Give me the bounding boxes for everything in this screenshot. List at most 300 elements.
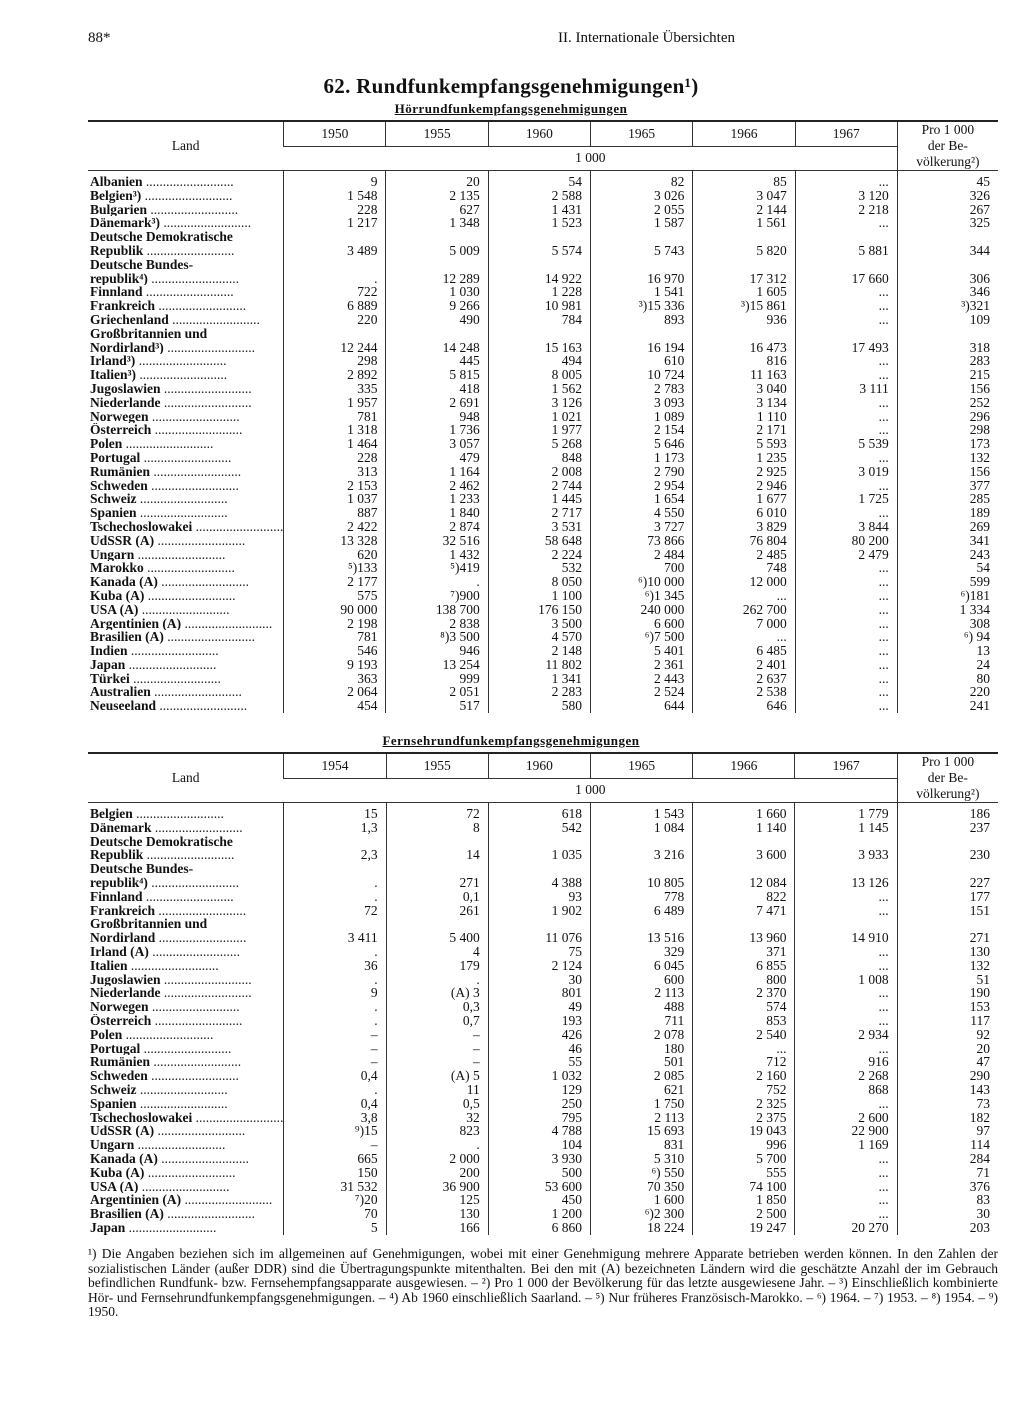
country-name: Deutsche Demokratische (90, 834, 233, 849)
value-cell: 5 820 (693, 244, 795, 258)
value-cell: 12 084 (693, 876, 795, 890)
value-cell: 1 464 (284, 437, 386, 451)
value-cell: 72 (284, 904, 386, 918)
value-cell: ... (795, 423, 897, 437)
country-cell (88, 479, 284, 493)
value-cell: 712 (693, 1055, 795, 1069)
country-name: Tschechoslowakei (90, 519, 193, 534)
table-row (88, 1097, 998, 1111)
value-cell: 1 561 (693, 216, 795, 230)
value-cell: – (386, 1028, 488, 1042)
value-cell: ... (795, 506, 897, 520)
value-cell: 6 889 (284, 299, 386, 313)
leader-dots: .......................... (144, 588, 236, 603)
value-cell: 0,4 (284, 1097, 386, 1111)
country-name: Albanien (90, 174, 143, 189)
country-name: Niederlande (90, 395, 161, 410)
value-cell: 1 750 (591, 1097, 693, 1111)
value-cell: ... (693, 630, 795, 644)
value-cell: 200 (386, 1166, 488, 1180)
value-cell: . (284, 272, 386, 286)
value-cell: 104 (488, 1138, 590, 1152)
value-cell (488, 862, 590, 876)
value-cell: 580 (488, 699, 590, 713)
country-cell (88, 230, 284, 244)
table-row (88, 479, 998, 493)
year-header: 1955 (386, 121, 488, 146)
table-title: 62. Rundfunkempfangsgenehmigungen¹) (323, 74, 699, 98)
value-cell: 3 026 (591, 189, 693, 203)
value-cell: ... (795, 1014, 897, 1028)
leader-dots: .......................... (148, 1000, 240, 1014)
per-capita-cell (897, 230, 998, 244)
value-cell: 180 (591, 1042, 693, 1056)
country-name: Belgien³) (90, 188, 142, 203)
value-cell (284, 258, 386, 272)
country-name: Deutsche Demokratische (90, 230, 233, 244)
leader-dots: .......................... (160, 381, 252, 396)
value-cell (488, 258, 590, 272)
country-name: Großbritannien und (90, 917, 208, 932)
country-name: Indien (90, 644, 128, 658)
table-row (88, 203, 998, 217)
leader-dots: .......................... (157, 575, 250, 589)
value-cell: 150 (284, 1166, 386, 1180)
table-row (88, 368, 998, 382)
table-row (88, 848, 998, 862)
table-row (88, 341, 998, 355)
country-cell (88, 216, 284, 230)
leader-dots: .......................... (136, 1096, 228, 1111)
value-cell: ... (795, 589, 897, 603)
per-capita-cell: 189 (897, 506, 998, 520)
leader-dots: .......................... (192, 1110, 284, 1125)
value-cell: 19 247 (693, 1221, 795, 1235)
value-cell: 3 829 (693, 520, 795, 534)
country-cell (88, 890, 284, 904)
leader-dots: .......................... (160, 986, 252, 1001)
value-cell: 129 (488, 1083, 590, 1097)
value-cell: 2 462 (386, 479, 488, 493)
per-capita-cell: 376 (897, 1180, 998, 1194)
value-cell: 19 043 (693, 1124, 795, 1138)
country-name: Rumänien (90, 1055, 151, 1070)
value-cell (488, 327, 590, 341)
table-row (88, 171, 998, 189)
value-cell: 700 (591, 561, 693, 575)
value-cell (386, 258, 488, 272)
value-cell: ... (693, 589, 795, 603)
value-cell: 1 140 (693, 821, 795, 835)
value-cell: 3 126 (488, 396, 590, 410)
value-cell: ³)15 336 (591, 299, 693, 313)
leader-dots: .......................... (154, 1124, 246, 1139)
country-cell (88, 258, 284, 272)
value-cell: 49 (488, 1000, 590, 1014)
value-cell: 15 (284, 803, 386, 821)
country-cell (88, 451, 284, 465)
country-name: Kanada (A) (90, 575, 158, 589)
country-name: Dänemark³) (90, 216, 161, 231)
value-cell: 46 (488, 1042, 590, 1056)
value-cell: 2 524 (591, 685, 693, 699)
value-cell: 5 815 (386, 368, 488, 382)
leader-dots: .......................... (155, 903, 247, 918)
country-name: Japan (90, 657, 126, 672)
value-cell: 12 000 (693, 575, 795, 589)
value-cell: 936 (693, 313, 795, 327)
value-cell: 1 228 (488, 285, 590, 299)
value-cell: 501 (591, 1055, 693, 1069)
value-cell: 748 (693, 561, 795, 575)
table-row (88, 945, 998, 959)
radio-table-body (88, 171, 998, 714)
table-row (88, 258, 998, 272)
per-capita-cell: 182 (897, 1111, 998, 1125)
value-cell (693, 327, 795, 341)
value-cell (591, 327, 693, 341)
value-cell: 329 (591, 945, 693, 959)
country-name: Kanada (A) (90, 1151, 158, 1166)
value-cell: 3 411 (284, 931, 386, 945)
year-header: 1966 (693, 121, 795, 146)
per-capita-cell: 252 (897, 396, 998, 410)
value-cell: 1 089 (591, 410, 693, 424)
value-cell: 166 (386, 1221, 488, 1235)
value-cell: 5 593 (693, 437, 795, 451)
value-cell: 363 (284, 672, 386, 686)
value-cell: 228 (284, 451, 386, 465)
value-cell: 6 045 (591, 959, 693, 973)
value-cell: 781 (284, 630, 386, 644)
value-cell: 11 802 (488, 658, 590, 672)
value-cell: 555 (693, 1166, 795, 1180)
per-capita-cell (897, 917, 998, 931)
year-header: 1965 (591, 753, 693, 778)
value-cell: 4 788 (488, 1124, 590, 1138)
per-capita-cell: 83 (897, 1193, 998, 1207)
value-cell: 2 874 (386, 520, 488, 534)
value-cell: 55 (488, 1055, 590, 1069)
per-capita-cell: ³)321 (897, 299, 998, 313)
value-cell: ... (795, 630, 897, 644)
country-cell (88, 1152, 284, 1166)
value-cell: 2 055 (591, 203, 693, 217)
value-cell: 6 855 (693, 959, 795, 973)
value-cell: 0,3 (386, 1000, 488, 1014)
value-cell: – (386, 1055, 488, 1069)
leader-dots: .......................... (155, 299, 247, 313)
value-cell: 0,1 (386, 890, 488, 904)
value-cell: 53 600 (488, 1180, 590, 1194)
table-row (88, 986, 998, 1000)
value-cell: 2 375 (693, 1111, 795, 1125)
value-cell: 90 000 (284, 603, 386, 617)
value-cell: 5 743 (591, 244, 693, 258)
value-cell: 4 570 (488, 630, 590, 644)
value-cell: 490 (386, 313, 488, 327)
table-row (88, 1207, 998, 1221)
value-cell (795, 327, 897, 341)
table-row (88, 216, 998, 230)
table-row (88, 835, 998, 849)
table-row (88, 644, 998, 658)
value-cell (284, 327, 386, 341)
table-row (88, 973, 998, 987)
country-cell (88, 520, 284, 534)
country-cell (88, 327, 284, 341)
country-cell (88, 917, 284, 931)
value-cell: 22 900 (795, 1124, 897, 1138)
leader-dots: .......................... (143, 243, 235, 258)
value-cell: 1 850 (693, 1193, 795, 1207)
value-cell: 6 485 (693, 644, 795, 658)
country-name: Norwegen (90, 409, 149, 424)
per-capita-cell (897, 862, 998, 876)
country-cell (88, 548, 284, 562)
value-cell: 8 050 (488, 575, 590, 589)
value-cell: 32 (386, 1111, 488, 1125)
value-cell: 3 040 (693, 382, 795, 396)
country-cell (88, 1138, 284, 1152)
value-cell: 4 388 (488, 876, 590, 890)
leader-dots: .......................... (144, 1165, 236, 1180)
value-cell: 887 (284, 506, 386, 520)
value-cell: 8 (386, 821, 488, 835)
value-cell: 5 009 (386, 244, 488, 258)
tv-licenses-table (88, 752, 998, 1235)
table-row (88, 561, 998, 575)
leader-dots: .......................... (142, 889, 234, 904)
country-cell (88, 1028, 284, 1042)
per-capita-line: der Be- (927, 770, 968, 785)
per-capita-cell: 326 (897, 189, 998, 203)
country-name: republik⁴) (90, 875, 148, 890)
value-cell (693, 917, 795, 931)
table-row (88, 672, 998, 686)
value-cell: ... (795, 1193, 897, 1207)
table-row (88, 548, 998, 562)
value-cell: ... (795, 1000, 897, 1014)
leader-dots: .......................... (168, 312, 260, 327)
country-name: Norwegen (90, 1000, 149, 1014)
value-cell: 9 193 (284, 658, 386, 672)
value-cell: 2 177 (284, 575, 386, 589)
radio-licenses-table (88, 120, 998, 713)
value-cell: . (284, 876, 386, 890)
leader-dots: .......................... (150, 685, 242, 700)
table-row (88, 506, 998, 520)
table-row (88, 575, 998, 589)
value-cell (488, 917, 590, 931)
per-capita-cell: 143 (897, 1083, 998, 1097)
value-cell: 70 350 (591, 1180, 693, 1194)
value-cell: . (386, 973, 488, 987)
per-capita-cell (897, 258, 998, 272)
value-cell: 2 268 (795, 1069, 897, 1083)
leader-dots: .......................... (134, 547, 226, 562)
value-cell (795, 258, 897, 272)
leader-dots: .......................... (156, 699, 248, 714)
value-cell: 76 804 (693, 534, 795, 548)
table-row (88, 1069, 998, 1083)
value-cell: 752 (693, 1083, 795, 1097)
value-cell: . (284, 1000, 386, 1014)
table-row (88, 821, 998, 835)
value-cell: 1 548 (284, 189, 386, 203)
leader-dots: .......................... (143, 848, 235, 863)
leader-dots: .......................... (154, 533, 246, 548)
value-cell: 1 021 (488, 410, 590, 424)
table-row (88, 285, 998, 299)
country-name: Niederlande (90, 986, 161, 1001)
value-cell: 546 (284, 644, 386, 658)
footnotes: ¹) Die Angaben beziehen sich im allgemeinen auf Genehmigungen, wobei mit einer Genehmigung mehrere Apparate betrieben werden können. In den Zahlen der sozialistischen Länder (außer DDR) sind die Übertragungspunkte mitenthalten. Bei den mit (A) bezeichneten Ländern wird die geschätzte Anzahl der im Gebrauch befindlichen Rundfunk- bzw. Fernsehempfangsapparate ausgewiesen. – ²) Pro 1 000 der Bevölkerung für das letzte ausgewiesene Jahr. – ³) Einschließlich kombinierte Hör- und Fernsehrundfunkempfangsgenehmigungen. – ⁴) Ab 1960 einschließlich Saarland. – ⁵) Nur früheres Französisch-Marokko. – ⁶) 1964. – ⁷) 1953. – ⁸) 1954. – ⁹) 1950. (88, 1246, 998, 1319)
value-cell: 2 443 (591, 672, 693, 686)
leader-dots: .......................... (142, 285, 234, 300)
year-header: 1950 (284, 121, 386, 146)
value-cell: ... (795, 479, 897, 493)
leader-dots: .......................... (160, 216, 252, 231)
country-cell (88, 630, 284, 644)
leader-dots: .......................... (151, 1013, 243, 1028)
value-cell: 5 400 (386, 931, 488, 945)
value-cell: – (284, 1138, 386, 1152)
value-cell: 17 493 (795, 341, 897, 355)
value-cell: 532 (488, 561, 590, 575)
country-cell (88, 904, 284, 918)
leader-dots: .......................... (160, 395, 252, 410)
value-cell: 5 268 (488, 437, 590, 451)
value-cell: ... (795, 685, 897, 699)
country-name: Marokko (90, 561, 144, 576)
table-row (88, 244, 998, 258)
leader-dots: .......................... (148, 409, 240, 424)
per-capita-cell: 151 (897, 904, 998, 918)
per-capita-cell: 132 (897, 451, 998, 465)
value-cell: 31 532 (284, 1180, 386, 1194)
country-name: Schweiz (90, 1082, 137, 1097)
value-cell: 13 516 (591, 931, 693, 945)
value-cell: 1 318 (284, 423, 386, 437)
year-header: 1965 (591, 121, 693, 146)
per-capita-line: völkerung²) (916, 154, 980, 169)
value-cell: 1 725 (795, 492, 897, 506)
value-cell: 1 084 (591, 821, 693, 835)
country-cell (88, 1014, 284, 1028)
country-name: Schweden (90, 478, 148, 493)
value-cell: 2 934 (795, 1028, 897, 1042)
per-capita-cell: 296 (897, 410, 998, 424)
value-cell (795, 230, 897, 244)
leader-dots: .......................... (150, 464, 242, 479)
value-cell (591, 230, 693, 244)
value-cell: 2 422 (284, 520, 386, 534)
value-cell: . (284, 1014, 386, 1028)
per-capita-cell: 13 (897, 644, 998, 658)
value-cell: 11 076 (488, 931, 590, 945)
leader-dots: .......................... (138, 1179, 230, 1194)
per-capita-cell: 130 (897, 945, 998, 959)
value-cell: 600 (591, 973, 693, 987)
per-capita-cell: 109 (897, 313, 998, 327)
country-cell (88, 506, 284, 520)
per-capita-header (897, 121, 998, 171)
country-cell (88, 1166, 284, 1180)
value-cell: 74 100 (693, 1180, 795, 1194)
country-name: Schweden (90, 1069, 148, 1083)
leader-dots: .......................... (132, 806, 224, 821)
table-row (88, 904, 998, 918)
value-cell: 575 (284, 589, 386, 603)
value-cell (488, 835, 590, 849)
value-cell: 1 543 (591, 803, 693, 821)
leader-dots: .......................... (136, 1082, 228, 1097)
value-cell: ⁵)133 (284, 561, 386, 575)
value-cell: 36 900 (386, 1180, 488, 1194)
value-cell: – (284, 1028, 386, 1042)
per-capita-cell: 1 334 (897, 603, 998, 617)
country-cell (88, 244, 284, 258)
value-cell: ... (795, 699, 897, 713)
value-cell: 996 (693, 1138, 795, 1152)
value-cell: 1 562 (488, 382, 590, 396)
per-capita-cell: 285 (897, 492, 998, 506)
table-row (88, 589, 998, 603)
value-cell: 868 (795, 1083, 897, 1097)
per-capita-cell: 344 (897, 244, 998, 258)
leader-dots: .......................... (148, 944, 241, 959)
value-cell: ⁶)2 300 (591, 1207, 693, 1221)
value-cell: 3 600 (693, 848, 795, 862)
value-cell: 0,5 (386, 1097, 488, 1111)
table-row (88, 699, 998, 713)
value-cell: 3 111 (795, 382, 897, 396)
value-cell: 1 779 (795, 803, 897, 821)
leader-dots: .......................... (147, 1069, 239, 1083)
value-cell (693, 230, 795, 244)
value-cell: 610 (591, 354, 693, 368)
country-name: Japan (90, 1220, 126, 1235)
value-cell: 2 954 (591, 479, 693, 493)
value-cell: 80 200 (795, 534, 897, 548)
value-cell: 1 840 (386, 506, 488, 520)
leader-dots: .......................... (127, 958, 219, 973)
value-cell: 5 881 (795, 244, 897, 258)
table-row (88, 1180, 998, 1194)
value-cell: ... (795, 1042, 897, 1056)
table-row (88, 862, 998, 876)
value-cell: 220 (284, 313, 386, 327)
value-cell: 1,3 (284, 821, 386, 835)
country-name: Spanien (90, 506, 137, 520)
country-name: Republik (90, 243, 144, 258)
value-cell: ⁶)10 000 (591, 575, 693, 589)
country-cell (88, 1221, 284, 1235)
country-cell (88, 1000, 284, 1014)
value-cell: 5 646 (591, 437, 693, 451)
value-cell: ... (795, 986, 897, 1000)
value-cell: 3 057 (386, 437, 488, 451)
leader-dots: .......................... (136, 368, 228, 382)
per-capita-cell: 269 (897, 520, 998, 534)
country-cell (88, 313, 284, 327)
table-row (88, 658, 998, 672)
value-cell: 7 471 (693, 904, 795, 918)
table-row (88, 1083, 998, 1097)
value-cell: 250 (488, 1097, 590, 1111)
value-cell: 848 (488, 451, 590, 465)
